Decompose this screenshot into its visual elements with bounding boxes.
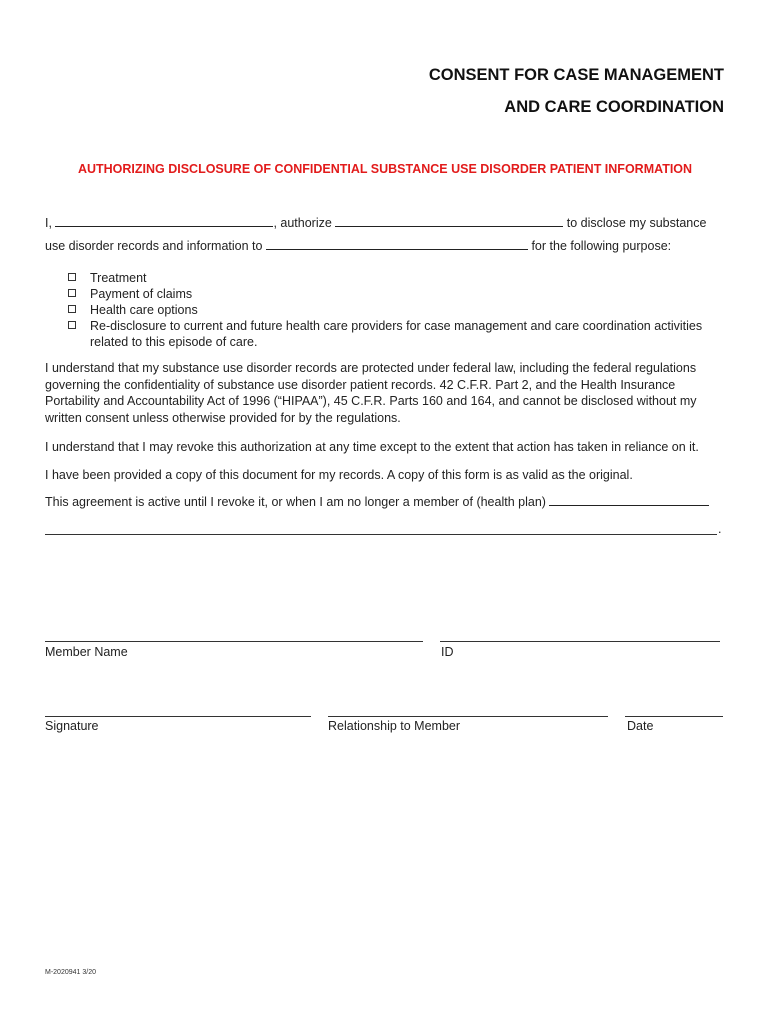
authorized-party-blank[interactable] [335,215,563,227]
signature-label: Signature [45,719,99,733]
id-label: ID [441,645,454,659]
treatment-checkbox[interactable] [68,273,76,281]
authorization-line-2: use disorder records and information to for the following purpose: [45,239,672,253]
federal-law-paragraph: I understand that my substance use disorder records are protected under federal law, including the federal regulations governing the confidentiality of substance use disorder patient records. 42 C.F.R. Part 2, and the Health Insurance Portability and Accountability Act of 1996 (“HIPAA”), 45 C.F.R. Parts 160 and 164, and cannot be disclosed without my written consent unless otherwise provided for by the regulations. [45,361,697,425]
authorization-line-1: I, , authorize to disclose my substance [45,216,707,230]
member-name-line[interactable] [45,641,423,642]
agreement-line: This agreement is active until I revoke it, or when I am no longer a member of (health plan) [45,494,709,509]
health-plan-blank[interactable] [549,494,709,506]
purpose-item-payment: Payment of claims [68,286,728,302]
patient-name-blank[interactable] [55,215,273,227]
member-name-label: Member Name [45,645,128,659]
revoke-paragraph: I understand that I may revoke this authorization at any time except to the extent that action has taken in reliance on it. [45,440,699,454]
relationship-label: Relationship to Member [328,719,461,733]
document-title-line-1: CONSENT FOR CASE MANAGEMENT [428,66,724,84]
id-line[interactable] [440,641,720,642]
period: . [718,522,722,536]
copy-paragraph: I have been provided a copy of this document for my records. A copy of this form is as valid as the original. [45,468,633,482]
health-plan-continuation-blank[interactable] [45,534,717,535]
signature-line[interactable] [45,716,311,717]
redisclosure-checkbox[interactable] [68,321,76,329]
document-title-line-2: AND CARE COORDINATION [504,98,724,116]
recipient-blank[interactable] [266,238,528,250]
date-line[interactable] [625,716,723,717]
purpose-checklist [68,270,728,350]
form-number: M-2020941 3/20 [45,969,96,976]
purpose-item-treatment: Treatment [68,270,728,286]
date-label: Date [627,719,654,733]
payment-checkbox[interactable] [68,289,76,297]
relationship-line[interactable] [328,716,608,717]
document-subtitle: AUTHORIZING DISCLOSURE OF CONFIDENTIAL SUBSTANCE USE DISORDER PATIENT INFORMATION [77,162,693,176]
health-care-options-checkbox[interactable] [68,305,76,313]
purpose-item-redisclosure: Re-disclosure to current and future health care providers for case management and care coordination activities related to this episode of care. [68,318,728,350]
purpose-item-health-care-options: Health care options [68,302,728,318]
